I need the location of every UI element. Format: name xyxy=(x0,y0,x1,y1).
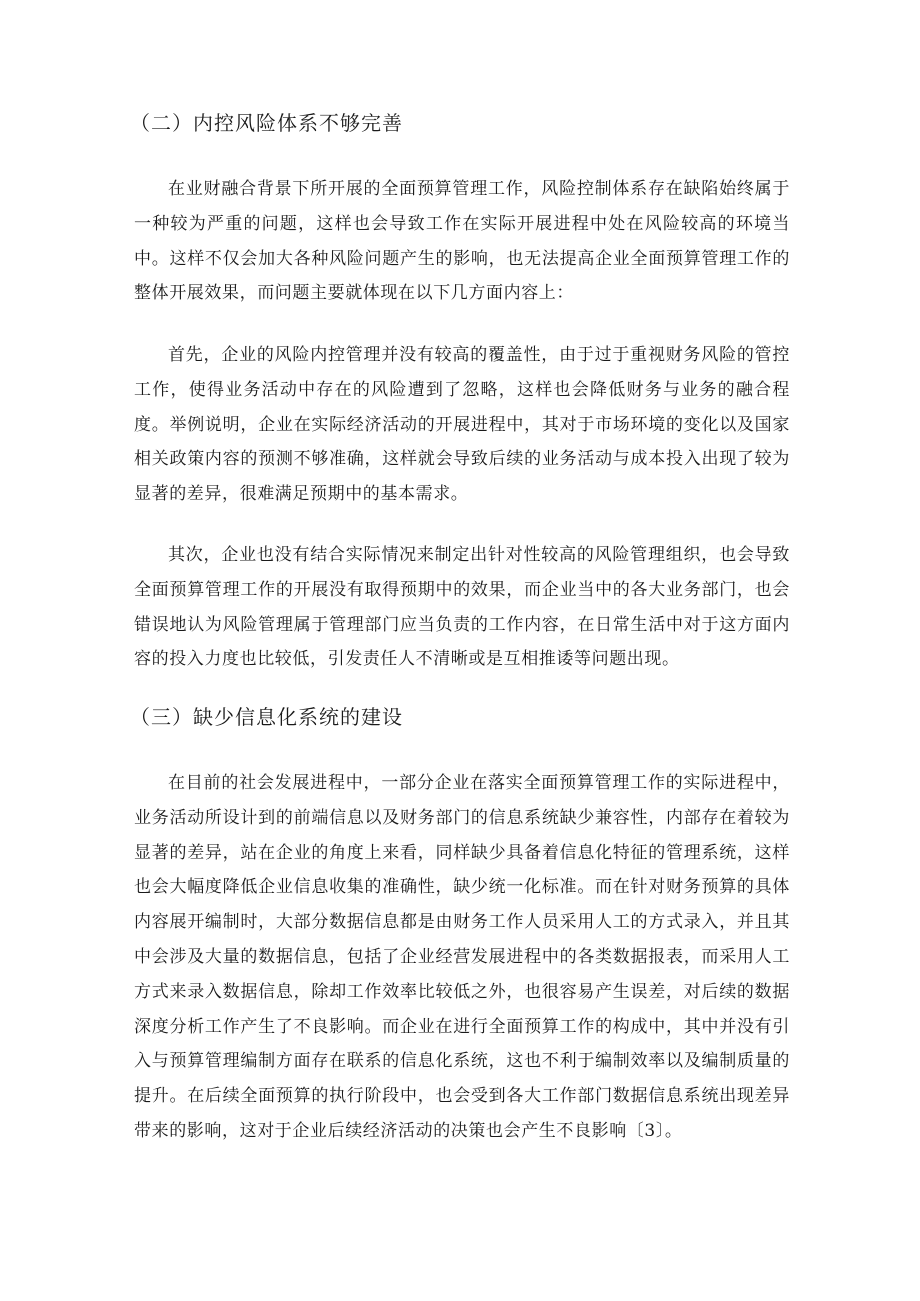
section-heading-3: （三）缺少信息化系统的建设 xyxy=(130,705,403,729)
paragraph-second: 其次，企业也没有结合实际情况来制定出针对性较高的风险管理组织，也会导致全面预算管理工作的开展没有取得预期中的效果，而企业当中的各大业务部门，也会错误地认为风险管理属于管理部门应当负责的工作内容，在日常生活中对于这方面内容的投入力度也比较低，引发责任人不清晰或是互相推诿等问题出现。 xyxy=(134,545,790,670)
paragraph-intro: 在业财融合背景下所开展的全面预算管理工作，风险控制体系存在缺陷始终属于一种较为严重的问题，这样也会导致工作在实际开展进程中处在风险较高的环境当中。这样不仅会加大各种风险问题产生的影响，也无法提高企业全面预算管理工作的整体开展效果，而问题主要就体现在以下几方面内容上： xyxy=(134,179,790,304)
section-heading-2: （二）内控风险体系不够完善 xyxy=(130,111,403,135)
paragraph-info-system: 在目前的社会发展进程中，一部分企业在落实全面预算管理工作的实际进程中，业务活动所设计到的前端信息以及财务部门的信息系统缺少兼容性，内部存在着较为显著的差异，站在企业的角度上来看，同样缺少具备着信息化特征的管理系统，这样也会大幅度降低企业信息收集的准确性，缺少统一化标准。而在针对财务预算的具体内容展开编制时，大部分数据信息都是由财务工作人员采用人工的方式录入，并且其中会涉及大量的数据信息，包括了企业经营发展进程中的各类数据报表，而采用人工方式来录入数据信息，除却工作效率比较低之外，也很容易产生误差，对后续的数据深度分析工作产生了不良影响。而企业在进行全面预算工作的构成中，其中并没有引入与预算管理编制方面存在联系的信息化系统，这也不利于编制效率以及编制质量的提升。在后续全面预算的执行阶段中，也会受到各大工作部门数据信息系统出现差异带来的影响，这对于企业后续经济活动的决策也会产生不良影响〔3〕。 xyxy=(134,773,790,1141)
paragraph-first: 首先，企业的风险内控管理并没有较高的覆盖性，由于过于重视财务风险的管控工作，使得业务活动中存在的风险遭到了忽略，这样也会降低财务与业务的融合程度。举例说明，企业在实际经济活动的开展进程中，其对于市场环境的变化以及国家相关政策内容的预测不够准确，这样就会导致后续的业务活动与成本投入出现了较为显著的差异，很难满足预期中的基本需求。 xyxy=(134,345,790,505)
